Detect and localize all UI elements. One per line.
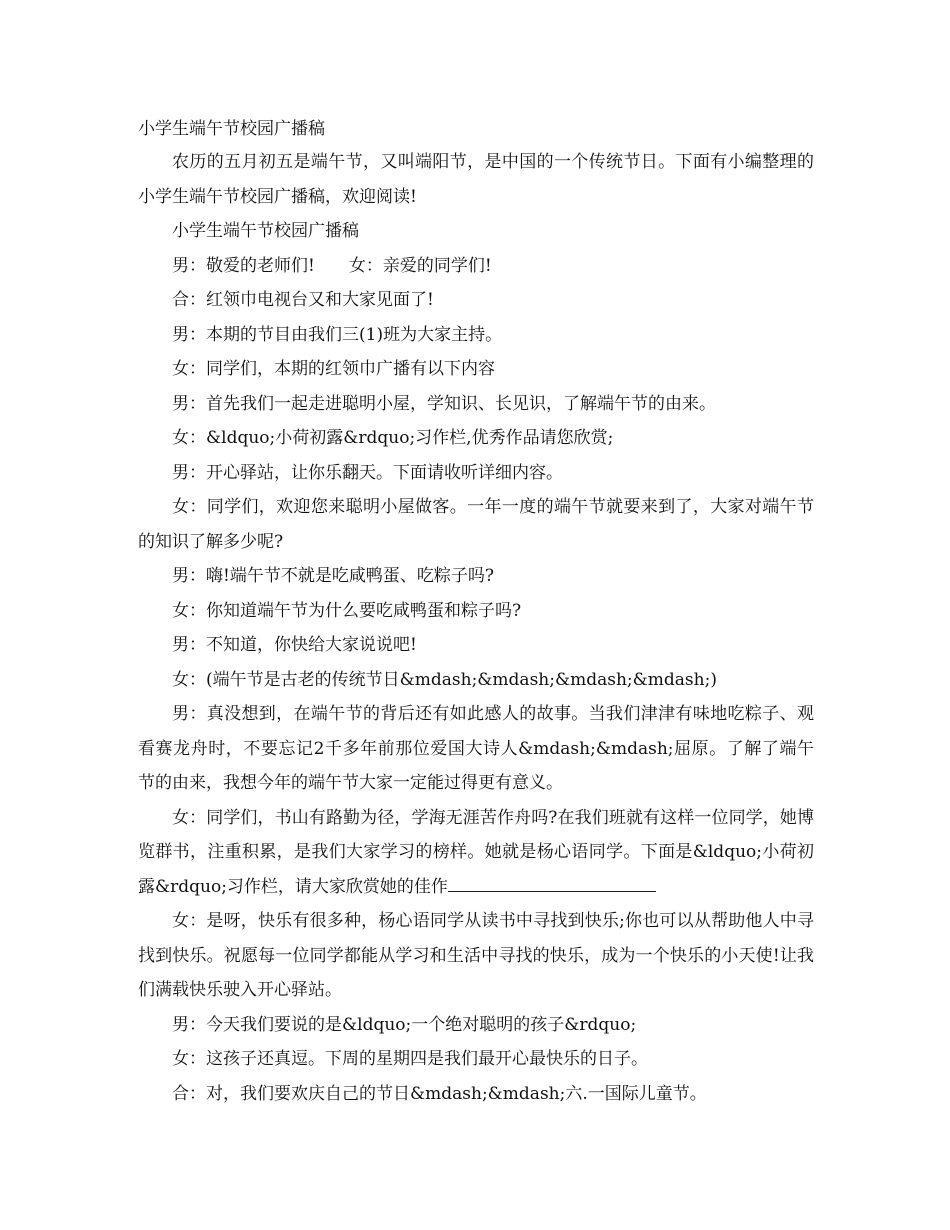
paragraph-welcome: 女：同学们，欢迎您来聪明小屋做客。一年一度的端午节就要来到了，大家对端午节的知识了解多少呢? — [138, 497, 814, 552]
document-title: 小学生端午节校园广播稿 — [138, 119, 325, 139]
paragraph-next-week: 女：这孩子还真逗。下周的星期四是我们最开心最快乐的日子。 — [172, 1049, 648, 1069]
paragraph-childrens-day: 合：对，我们要欢庆自己的节日&mdash;&mdash;六.一国际儿童节。 — [172, 1083, 707, 1104]
paragraph-happy-station: 男：开心驿站，让你乐翻天。下面请收听详细内容。 — [172, 462, 563, 483]
paragraph-greeting: 男：敬爱的老师们! 女：亲爱的同学们! — [172, 255, 492, 276]
paragraph-together-1: 合：红领巾电视台又和大家见面了! — [172, 290, 434, 310]
paragraph-smart-kid: 男：今天我们要说的是&ldquo;一个绝对聪明的孩子&rdquo; — [172, 1014, 637, 1035]
paragraph-contents: 女：同学们，本期的红领巾广播有以下内容 — [172, 359, 495, 379]
paragraph-subtitle: 小学生端午节校园广播稿 — [172, 221, 359, 241]
paragraph-writing-column: 女：&ldquo;小荷初露&rdquo;习作栏,优秀作品请您欣赏; — [172, 428, 614, 448]
paragraph-host-intro: 男：本期的节目由我们三(1)班为大家主持。 — [172, 324, 503, 345]
paragraph-smart-house: 男：首先我们一起走进聪明小屋，学知识、长见识，了解端午节的由来。 — [172, 393, 716, 414]
paragraph-duck-eggs: 男：嗨!端午节不就是吃咸鸭蛋、吃粽子吗? — [172, 566, 494, 586]
paragraph-classmate — [138, 801, 814, 905]
paragraph-qu-yuan: 男：真没想到，在端午节的背后还有如此感人的故事。当我们津津有味地吃粽子、观看赛龙舟时，不要忘记2千多年前那位爱国大诗人&mdash;&mdash;屈原。了解了端午节的由来，我想今年的端午节大家一定能过得更有意义。 — [138, 704, 814, 793]
paragraph-dont-know: 男：不知道，你快给大家说说吧! — [172, 635, 417, 655]
paragraph-why: 女：你知道端午节为什么要吃咸鸭蛋和粽子吗? — [172, 600, 522, 621]
paragraph-origin: 女：(端午节是古老的传统节日&mdash;&mdash;&mdash;&mdash;) — [172, 669, 717, 690]
paragraph-happiness: 女：是呀，快乐有很多种，杨心语同学从读书中寻找到快乐;你也可以从帮助他人中寻找到快乐。祝愿每一位同学都能从学习和生活中寻找的快乐，成为一个快乐的小天使!让我们满载快乐驶入开心驿站。 — [138, 911, 814, 1000]
fill-in-blank-line — [448, 873, 656, 892]
paragraph-classmate-text: 女：同学们，书山有路勤为径，学海无涯苦作舟吗?在我们班就有这样一位同学，她博览群书，注重积累，是我们大家学习的榜样。她就是杨心语同学。下面是&ldquo;小荷初露&rdquo;习作栏，请大家欣赏她的佳作 — [138, 807, 814, 897]
paragraph-intro: 农历的五月初五是端午节，又叫端阳节，是中国的一个传统节日。下面有小编整理的小学生端午节校园广播稿，欢迎阅读! — [138, 152, 814, 207]
document-page — [138, 117, 814, 1111]
